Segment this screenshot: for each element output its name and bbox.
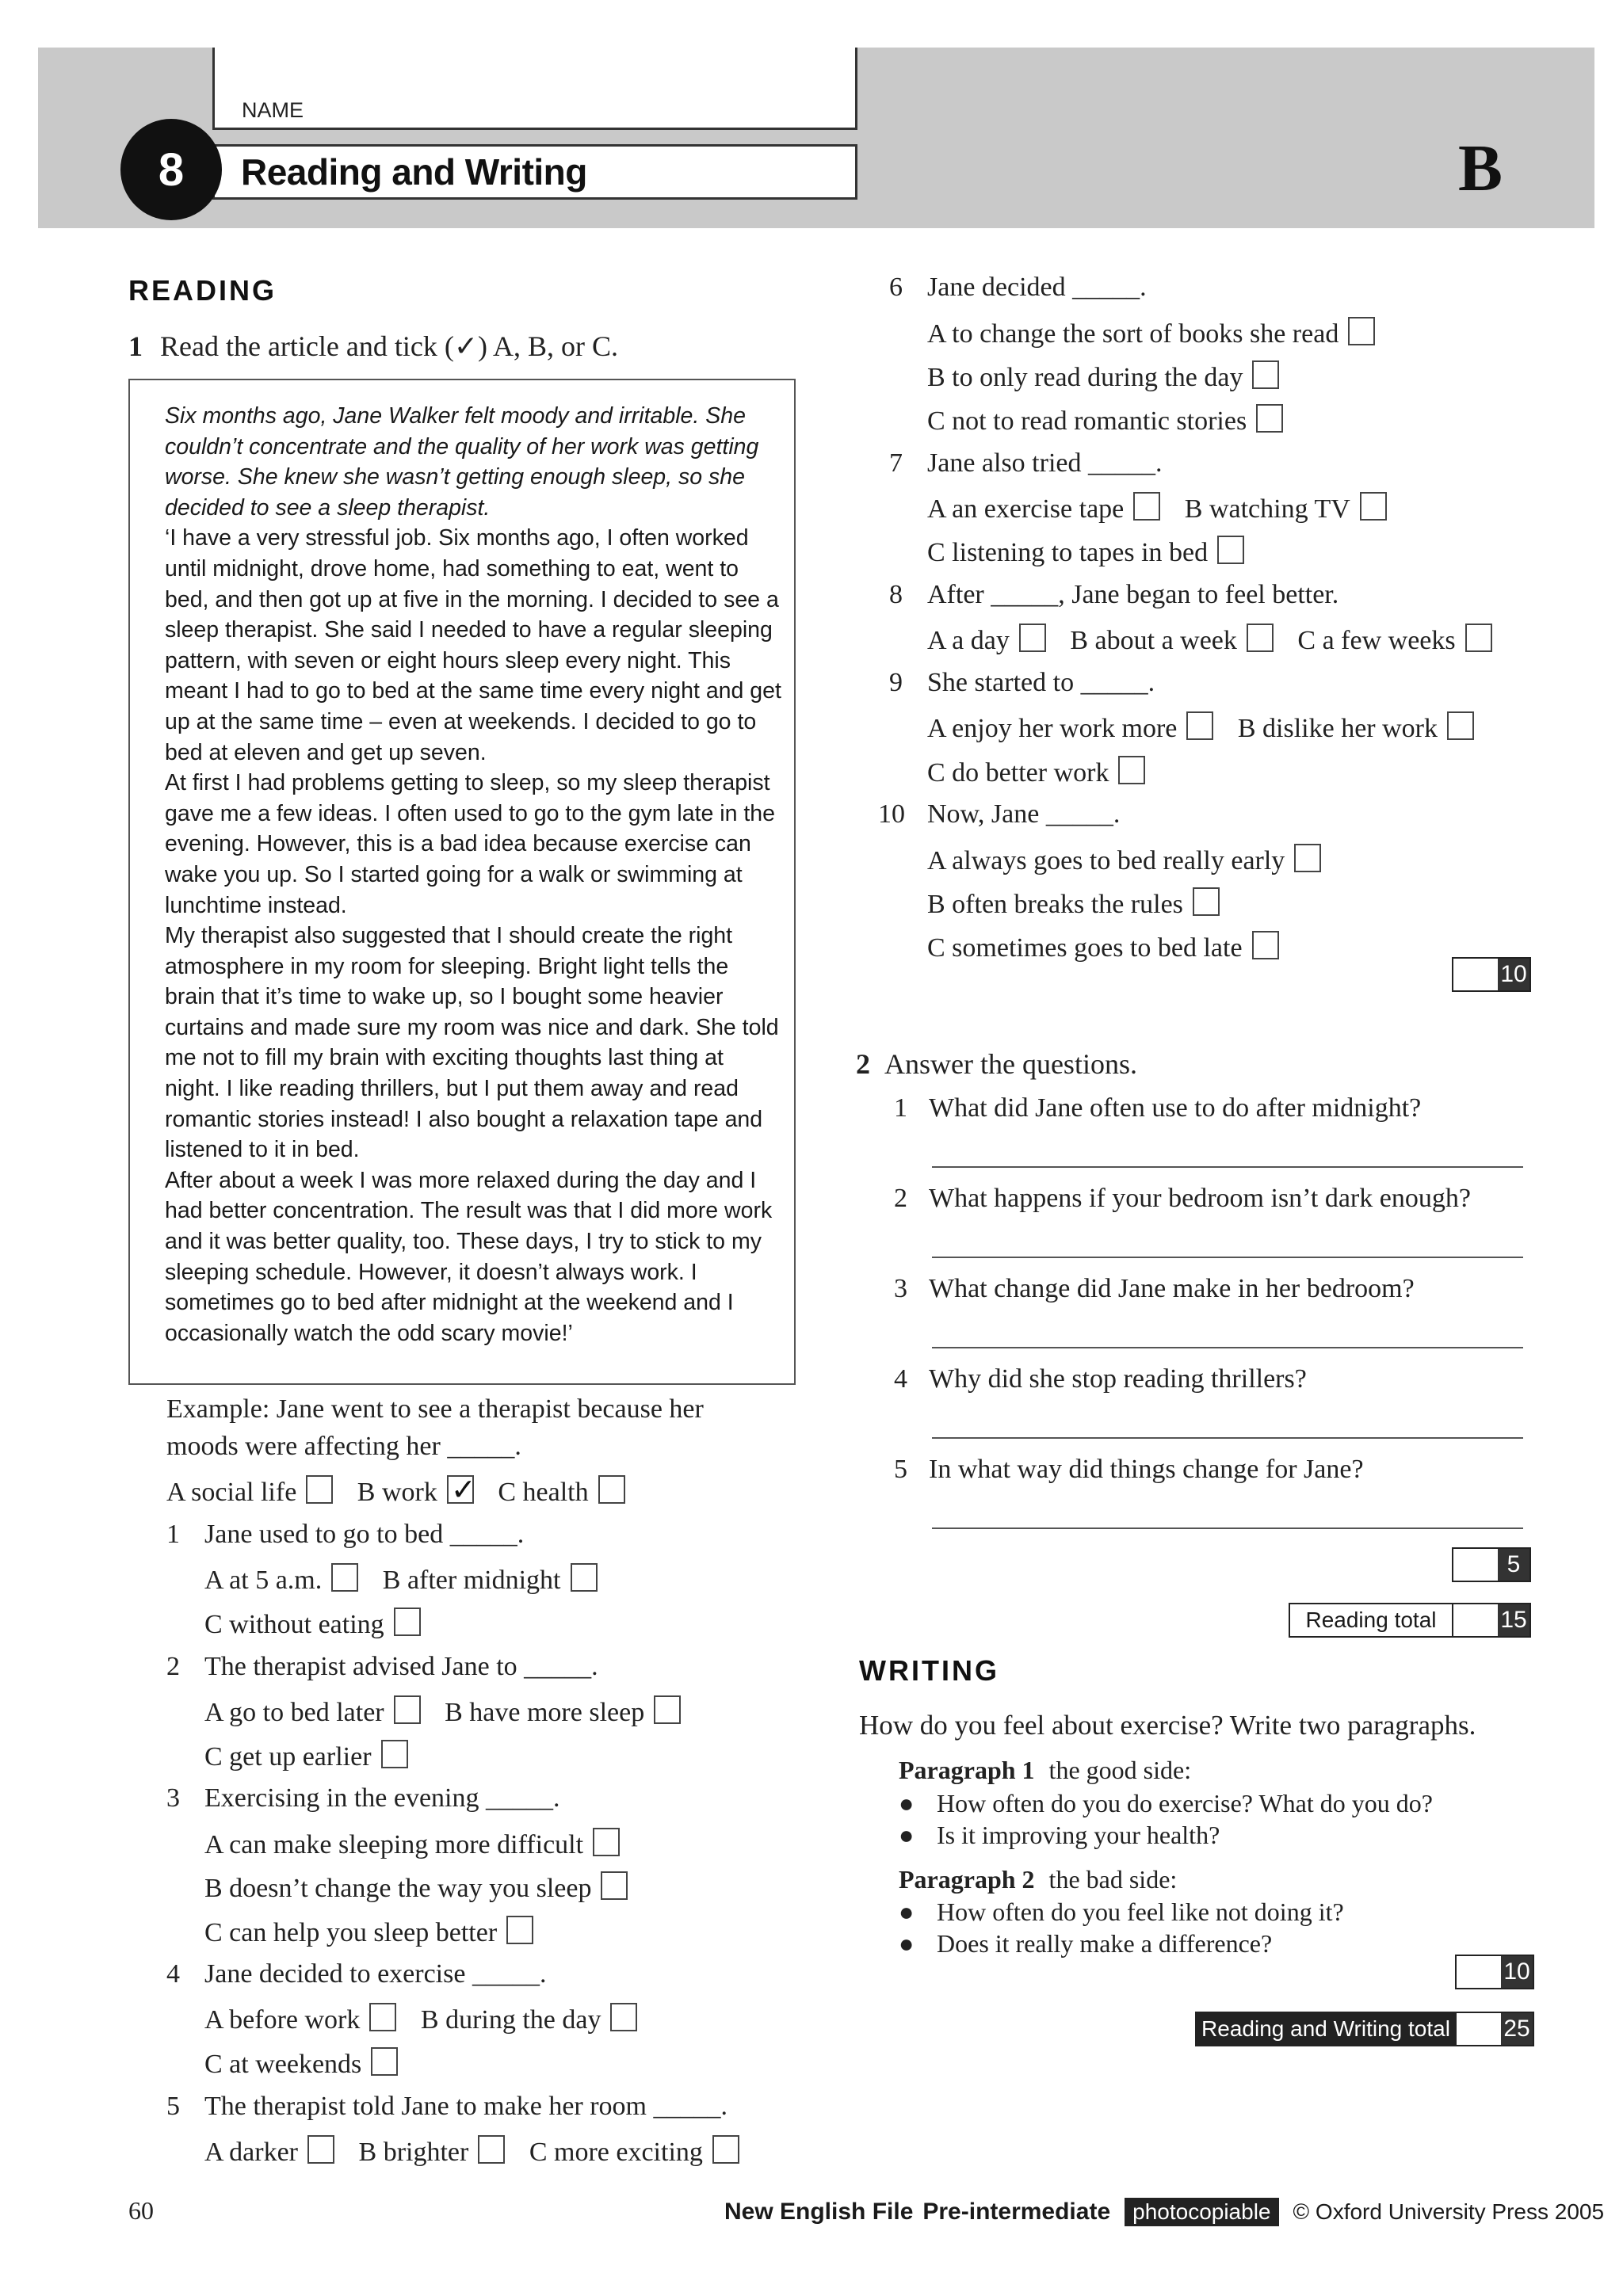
bullet-text: How often do you feel like not doing it? (937, 1897, 1344, 1926)
option-c: C without eating (204, 1610, 384, 1639)
question-stem (889, 668, 1155, 698)
answer-line[interactable] (932, 1166, 1523, 1168)
checkbox[interactable] (331, 1563, 358, 1592)
task2-question (894, 1364, 1307, 1394)
question-text: Jane decided _____. (927, 273, 1147, 302)
paragraph-2-heading (899, 1865, 1177, 1894)
page-title: Reading and Writing (241, 151, 587, 193)
overall-total-label: Reading and Writing total (1195, 2012, 1457, 2046)
question-number: 2 (166, 1652, 180, 1681)
option-b: B brighter (358, 2138, 469, 2167)
question-text: What did Jane often use to do after midnight? (929, 1093, 1422, 1123)
question-options (927, 887, 1220, 920)
checkbox[interactable] (1247, 624, 1274, 652)
writing-score-max: 10 (1501, 1956, 1533, 1988)
overall-total-box (1455, 2012, 1534, 2046)
reading-total-box (1452, 1603, 1531, 1638)
score-input[interactable] (1453, 1549, 1498, 1581)
question-text: After _____, Jane began to feel better. (927, 580, 1339, 609)
bullet-text: How often do you do exercise? What do you do? (937, 1789, 1433, 1817)
checkbox[interactable] (1118, 756, 1145, 784)
checkbox[interactable] (394, 1695, 421, 1724)
article-paragraph: At first I had problems getting to sleep, so my sleep therapist gave me a few ideas. I often used to go to the gym late in the evening. However, this is a bad idea because exercise can wake you up. So I started going for a walk or swimming at lunchtime instead. (165, 770, 775, 918)
checkbox[interactable] (1133, 492, 1160, 521)
option-c: C a few weeks (1297, 626, 1456, 655)
task2-question (894, 1455, 1364, 1485)
question-stem (878, 799, 1120, 830)
question-number: 2 (894, 1184, 907, 1213)
question-number: 4 (166, 1959, 180, 1989)
question-options (927, 931, 1279, 963)
score-input[interactable] (1457, 2013, 1501, 2045)
checkbox[interactable] (1193, 887, 1220, 916)
option-a: A go to bed later (204, 1698, 384, 1727)
question-options (927, 317, 1375, 349)
question-text: Now, Jane _____. (927, 799, 1121, 829)
checkbox[interactable] (381, 1740, 408, 1768)
question-stem (166, 2092, 727, 2122)
checkbox[interactable] (506, 1916, 533, 1944)
reading-total-value: 15 (1498, 1604, 1529, 1636)
task2-number: 2 (856, 1048, 870, 1080)
checkbox[interactable] (1447, 711, 1474, 740)
answer-line[interactable] (932, 1257, 1523, 1258)
checkbox[interactable] (610, 2003, 637, 2031)
example-option-c: C health (498, 1478, 589, 1507)
task1-instruction (128, 330, 618, 363)
task1-text: Read the article and tick (✓) A, B, or C. (160, 330, 619, 362)
question-stem (889, 273, 1147, 303)
option-a: A always goes to bed really early (927, 846, 1285, 875)
name-field[interactable] (212, 48, 857, 130)
checkbox[interactable] (571, 1563, 598, 1592)
option-c: C get up earlier (204, 1742, 372, 1772)
question-text: The therapist told Jane to make her room _____. (204, 2092, 727, 2121)
option-b: B to only read during the day (927, 363, 1243, 392)
example-option-a: A social life (166, 1478, 297, 1507)
footer-credits (724, 2198, 1604, 2226)
checkbox[interactable] (1294, 844, 1321, 872)
question-text: Jane used to go to bed _____. (204, 1520, 525, 1549)
task2-score-box (1452, 1547, 1531, 1582)
question-text: Jane decided to exercise _____. (204, 1959, 547, 1989)
question-number: 4 (894, 1364, 907, 1394)
paragraph-1-label: Paragraph 1 (899, 1756, 1035, 1784)
test-version-letter: B (1458, 132, 1503, 205)
option-a: A to change the sort of books she read (927, 319, 1339, 349)
question-number: 10 (878, 799, 905, 829)
checkbox[interactable] (307, 2135, 334, 2164)
question-options (927, 492, 1387, 524)
checkbox[interactable] (1217, 536, 1244, 564)
task2-score-max: 5 (1498, 1549, 1529, 1581)
question-options (204, 2003, 637, 2035)
task2-text: Answer the questions. (884, 1048, 1137, 1080)
bullet-text: Does it really make a difference? (937, 1929, 1273, 1958)
example-options (166, 1475, 625, 1508)
question-text: In what way did things change for Jane? (929, 1455, 1364, 1484)
question-stem (889, 448, 1163, 479)
score-input[interactable] (1457, 1956, 1501, 1988)
bullet-item (899, 1929, 1272, 1958)
task2-instruction (856, 1047, 1137, 1081)
question-stem (166, 1783, 560, 1814)
option-c: C sometimes goes to bed late (927, 933, 1243, 963)
article (165, 401, 783, 1348)
option-a: A enjoy her work more (927, 714, 1178, 743)
task1-number: 1 (128, 330, 143, 362)
question-options (927, 624, 1492, 656)
answer-line[interactable] (932, 1347, 1523, 1348)
checkbox[interactable] (598, 1475, 625, 1504)
option-b: B have more sleep (445, 1698, 645, 1727)
checkbox[interactable] (1256, 404, 1283, 433)
photocopiable-badge: photocopiable (1125, 2198, 1278, 2226)
question-options (204, 1695, 681, 1728)
paragraph-2-desc: the bad side: (1048, 1865, 1178, 1894)
unit-number: 8 (158, 143, 185, 196)
question-options (204, 2135, 739, 2168)
checkbox[interactable] (1252, 931, 1279, 959)
question-stem (889, 580, 1338, 610)
checkbox[interactable] (371, 2047, 398, 2076)
checkbox[interactable] (394, 1608, 421, 1636)
footer-book-title: New English File (724, 2199, 914, 2225)
question-options (927, 404, 1283, 437)
option-c: C more exciting (529, 2138, 703, 2167)
bullet-icon: ● (899, 1789, 915, 1817)
bullet-item (899, 1821, 1220, 1850)
bullet-icon: ● (899, 1929, 915, 1958)
article-paragraph: ‘I have a very stressful job. Six months ago, I often worked until midnight, drove home, had something to eat, went to bed, and then got up at five in the morning. I decided to see a sleep therapist. She said I needed to have a regular sleeping pattern, with seven or eight hours sleep every night. This meant I had to go to bed at the same time every night and get up at the same time – even at weekends. I decided to go to bed at eleven and get up seven. (165, 525, 781, 765)
example-option-b: B work (357, 1478, 437, 1507)
paragraph-1-desc: the good side: (1048, 1756, 1192, 1784)
article-paragraph: After about a week I was more relaxed during the day and I had better concentration. The result was that I did more work and it was better quality, too. These days, I try to stick to my sleeping schedule. However, it doesn’t always work. I sometimes go to bed after midnight at the weekend and I occasionally watch the odd scary movie!’ (165, 1167, 773, 1346)
example-line-1: Example: Jane went to see a therapist because her (166, 1394, 704, 1424)
question-number: 1 (166, 1520, 180, 1549)
question-number: 5 (166, 2092, 180, 2121)
checkbox[interactable] (601, 1871, 628, 1900)
name-label: NAME (242, 98, 304, 122)
task2-question (894, 1184, 1471, 1214)
writing-prompt: How do you feel about exercise? Write two paragraphs. (859, 1710, 1476, 1741)
paragraph-2-label: Paragraph 2 (899, 1865, 1035, 1894)
question-options (204, 1916, 533, 1948)
task2-question (894, 1274, 1415, 1304)
question-number: 8 (889, 580, 903, 609)
task2-question (894, 1093, 1421, 1123)
option-b: B dislike her work (1237, 714, 1438, 743)
question-number: 3 (894, 1274, 907, 1303)
question-options (927, 756, 1145, 788)
footer-copyright: © Oxford University Press 2005 (1293, 2199, 1605, 2224)
article-paragraph: My therapist also suggested that I should create the right atmosphere in my room for sleeping. Bright light tells the brain that it’s time to wake up, so I bought some heavier curtains and made sure my room was nice and dark. She told me not to fill my brain with exciting thoughts last thing at night. I like reading thrillers, but I put them away and read romantic stories instead! I also bought a relaxation tape and listened to it in bed. (165, 923, 779, 1163)
checkbox[interactable] (1465, 624, 1492, 652)
question-number: 9 (889, 668, 903, 697)
question-text: What change did Jane make in her bedroom? (929, 1274, 1415, 1303)
question-options (927, 536, 1244, 568)
unit-number-badge (120, 119, 222, 220)
option-b: B after midnight (382, 1566, 561, 1595)
question-stem (166, 1520, 524, 1550)
answer-line[interactable] (932, 1527, 1523, 1529)
bullet-item (899, 1789, 1433, 1818)
option-b: B doesn’t change the way you sleep (204, 1874, 592, 1903)
bullet-icon: ● (899, 1821, 915, 1849)
checkbox-ticked[interactable] (447, 1475, 474, 1504)
question-options (204, 2047, 398, 2080)
option-c: C listening to tapes in bed (927, 538, 1209, 567)
option-b: B often breaks the rules (927, 890, 1183, 919)
checkbox[interactable] (593, 1828, 620, 1856)
question-text: She started to _____. (927, 668, 1155, 697)
example-line-2: moods were affecting her _____. (166, 1432, 521, 1461)
reading-heading: READING (128, 274, 277, 307)
score-input[interactable] (1453, 959, 1498, 990)
checkbox[interactable] (1360, 492, 1387, 521)
reading-total-label: Reading total (1289, 1603, 1453, 1638)
task1-score-max: 10 (1498, 959, 1529, 990)
score-input[interactable] (1453, 1604, 1498, 1636)
option-c: C do better work (927, 758, 1109, 788)
question-text: The therapist advised Jane to _____. (204, 1652, 598, 1681)
option-a: A a day (927, 626, 1010, 655)
paragraph-1-heading (899, 1756, 1191, 1785)
question-text: Jane also tried _____. (927, 448, 1163, 478)
page-number: 60 (128, 2196, 154, 2225)
question-number: 3 (166, 1783, 180, 1813)
question-options (204, 1828, 620, 1860)
checkbox[interactable] (654, 1695, 681, 1724)
question-stem (166, 1959, 546, 1989)
task1-score-box (1452, 957, 1531, 992)
question-text: Why did she stop reading thrillers? (929, 1364, 1307, 1394)
bullet-icon: ● (899, 1897, 915, 1926)
question-text: Exercising in the evening _____. (204, 1783, 560, 1813)
option-b: B during the day (420, 2005, 601, 2035)
question-stem (166, 1652, 598, 1682)
writing-heading: WRITING (859, 1654, 999, 1687)
question-number: 6 (889, 273, 903, 302)
question-options (204, 1563, 598, 1596)
option-c: C at weekends (204, 2050, 362, 2079)
option-c: C can help you sleep better (204, 1918, 498, 1947)
checkbox[interactable] (1019, 624, 1046, 652)
question-options (927, 844, 1321, 876)
question-text: What happens if your bedroom isn’t dark enough? (929, 1184, 1471, 1213)
checkbox[interactable] (1252, 360, 1279, 389)
checkbox[interactable] (1186, 711, 1213, 740)
question-number: 7 (889, 448, 903, 478)
writing-score-box (1455, 1955, 1534, 1989)
question-options (204, 1871, 628, 1904)
option-b: B watching TV (1184, 494, 1350, 524)
checkbox[interactable] (1348, 317, 1375, 345)
option-a: A darker (204, 2138, 299, 2167)
option-a: A can make sleeping more difficult (204, 1830, 584, 1859)
article-intro: Six months ago, Jane Walker felt moody and irritable. She couldn’t concentrate and the quality of her work was getting worse. She knew she wasn’t getting enough sleep, so she decided to see a sleep therapist. (165, 403, 759, 521)
checkbox[interactable] (712, 2135, 739, 2164)
checkbox[interactable] (478, 2135, 505, 2164)
question-options (204, 1608, 421, 1640)
question-options (927, 711, 1474, 744)
question-options (927, 360, 1279, 393)
question-options (204, 1740, 408, 1772)
question-number: 1 (894, 1093, 907, 1123)
option-a: A an exercise tape (927, 494, 1125, 524)
overall-total-value: 25 (1501, 2013, 1533, 2045)
option-c: C not to read romantic stories (927, 406, 1247, 436)
option-a: A at 5 a.m. (204, 1566, 323, 1595)
bullet-text: Is it improving your health? (937, 1821, 1220, 1849)
checkbox[interactable] (306, 1475, 333, 1504)
footer-level: Pre-intermediate (922, 2199, 1111, 2225)
option-b: B about a week (1070, 626, 1237, 655)
bullet-item (899, 1897, 1344, 1927)
checkbox[interactable] (369, 2003, 396, 2031)
option-a: A before work (204, 2005, 361, 2035)
question-number: 5 (894, 1455, 907, 1484)
answer-line[interactable] (932, 1437, 1523, 1439)
